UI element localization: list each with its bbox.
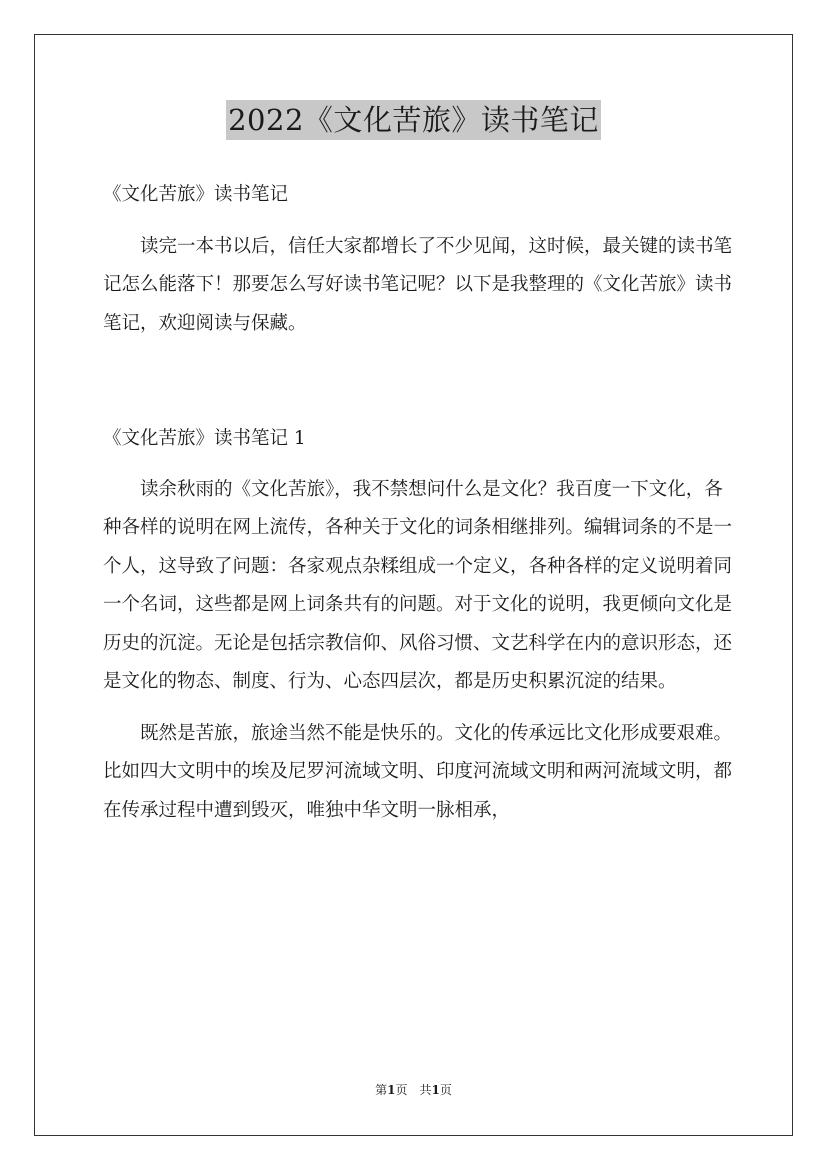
document-title: 2022《文化苦旅》读书笔记	[226, 100, 601, 140]
document-body	[103, 176, 733, 830]
body-paragraph-1: 读余秋雨的《文化苦旅》，我不禁想问什么是文化？我百度一下文化，各种各样的说明在网上流传，各种关于文化的词条相继排列。编辑词条的不是一个人，这导致了问题：各家观点杂糅组成一个定义，各种各样的定义说明着同一个名词，这些都是网上词条共有的问题。对于文化的说明，我更倾向文化是历史的沉淀。无论是包括宗教信仰、风俗习惯、文艺科学在内的意识形态，还是文化的物态、制度、行为、心态四层次，都是历史积累沉淀的结果。	[103, 478, 733, 692]
title-container	[0, 100, 827, 140]
footer-mid: 页 共	[395, 1083, 432, 1097]
section-heading: 《文化苦旅》读书笔记	[103, 184, 289, 205]
intro-paragraph: 读完一本书以后，信任大家都增长了不少见闻，这时候，最关键的读书笔记怎么能落下！那要怎么写好读书笔记呢？以下是我整理的《文化苦旅》读书笔记，欢迎阅读与保藏。	[103, 235, 733, 334]
footer-suffix: 页	[439, 1083, 452, 1097]
subsection-heading: 《文化苦旅》读书笔记 1	[103, 428, 306, 449]
total-page-count: 1	[431, 1083, 440, 1097]
body-paragraph-2: 既然是苦旅，旅途当然不能是快乐的。文化的传承远比文化形成要艰难。比如四大文明中的埃及尼罗河流域文明、印度河流域文明和两河流域文明，都在传承过程中遭到毁灭，唯独中华文明一脉相承，	[103, 722, 733, 821]
footer-prefix: 第	[375, 1083, 388, 1097]
current-page-number: 1	[387, 1083, 396, 1097]
page-footer	[0, 1082, 827, 1098]
